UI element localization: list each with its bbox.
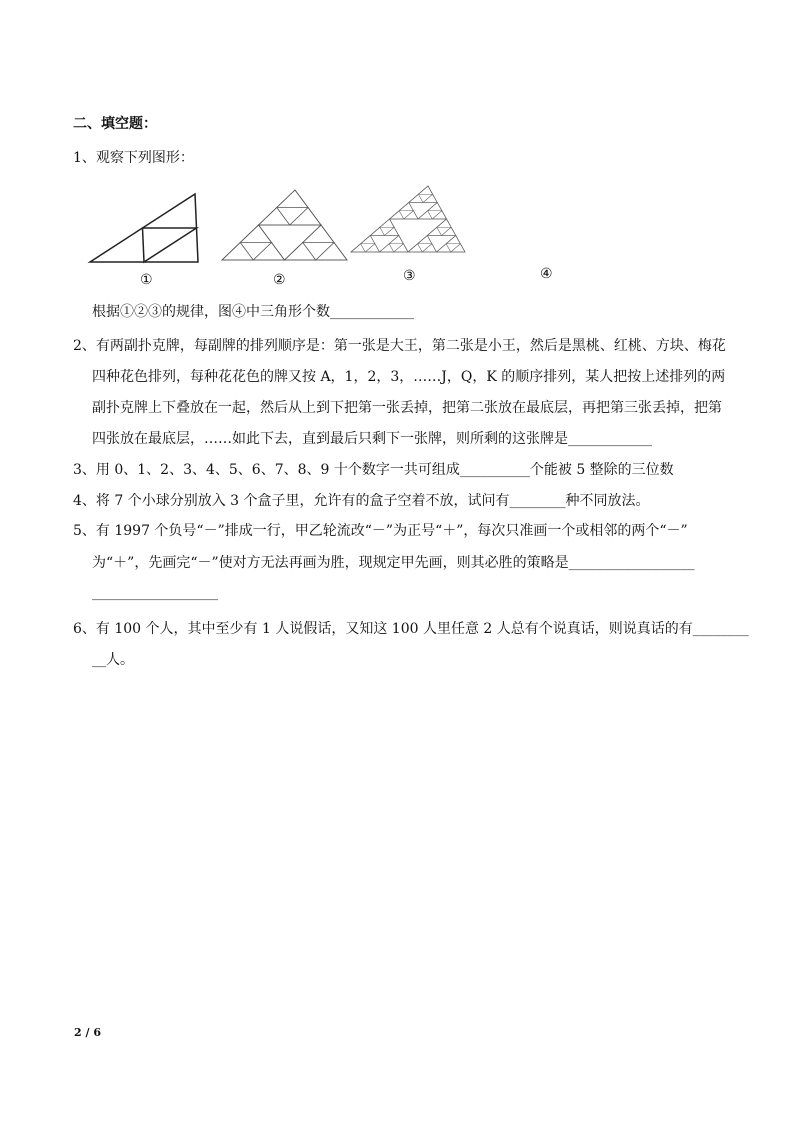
inner-triangle <box>380 227 394 235</box>
q6-line-1: 6、有 100 个人，其中至少有 1 人说假话，又知这 100 人里任意 2 人总有个说真话，则说真话的有________ <box>73 621 749 637</box>
section-title: 二、填空题： <box>73 116 157 132</box>
inner-triangle <box>389 244 403 252</box>
triangle-figures <box>85 182 585 292</box>
q5-line-1: 5、有 1997 个负号“－”排成一行，甲乙轮流改“－”为正号“＋”，每次只准画一个或相邻的两个“－” <box>73 523 688 539</box>
inner-triangle <box>418 244 432 252</box>
triangle-figure-3 <box>351 186 465 252</box>
figure-label-2: ② <box>273 272 286 288</box>
figure-label-4: ④ <box>540 266 553 282</box>
inner-triangle <box>399 211 413 219</box>
triangle-figure-2 <box>222 190 347 260</box>
triangle-svg <box>85 182 585 267</box>
q3-text: 3、用 0、1、2、3、4、5、6、7、8、9 十个数字一共可组成__________个能被 5 整除的三位数 <box>73 462 674 478</box>
q5-line-3: __________________ <box>92 585 218 601</box>
q6-line-2: __人。 <box>92 652 134 668</box>
q2-line-1: 2、有两副扑克牌，每副牌的排列顺序是：第一张是大王，第二张是小王，然后是黑桃、红桃、方块、梅花 <box>73 338 726 354</box>
inner-triangle <box>143 228 197 262</box>
page-number: 2 / 6 <box>74 1026 101 1039</box>
inner-triangle <box>240 243 271 261</box>
q1-question-text: 根据①②③的规律，图④中三角形个数 <box>92 304 330 320</box>
q2-line-3: 副扑克牌上下叠放在一起，然后从上到下把第一张丢掉，把第二张放在最底层，再把第三张丢掉，把第 <box>92 400 722 416</box>
figure-label-3: ③ <box>403 268 416 284</box>
q1-intro: 1、观察下列图形： <box>73 150 194 166</box>
inner-triangle <box>437 227 451 235</box>
q2-line-4: 四张放在最底层，……如此下去，直到最后只剩下一张牌，则所剩的这张牌是____________ <box>92 431 652 447</box>
q2-line-2: 四种花色排列，每种花花色的牌又按 A，1，2，3，……J，Q，K 的顺序排列，某人把按上述排列的两 <box>92 369 726 385</box>
q1-answer-blank[interactable]: ____________ <box>330 304 414 320</box>
figure-label-1: ① <box>140 272 153 288</box>
inner-triangle <box>361 244 375 252</box>
inner-triangle <box>303 243 334 261</box>
inner-triangle <box>418 194 432 202</box>
inner-triangle <box>428 211 442 219</box>
q5-line-2: 为“＋”，先画完“－”使对方无法再画为胜，现规定甲先画，则其必胜的策略是__________________ <box>92 555 695 571</box>
inner-triangle <box>277 208 308 226</box>
q4-text: 4、将 7 个小球分别放入 3 个盒子里，允许有的盒子空着不放，试问有________种不同放法。 <box>73 493 650 509</box>
inner-triangle <box>446 244 460 252</box>
q1-question <box>92 302 414 322</box>
triangle-figure-1 <box>90 194 198 262</box>
